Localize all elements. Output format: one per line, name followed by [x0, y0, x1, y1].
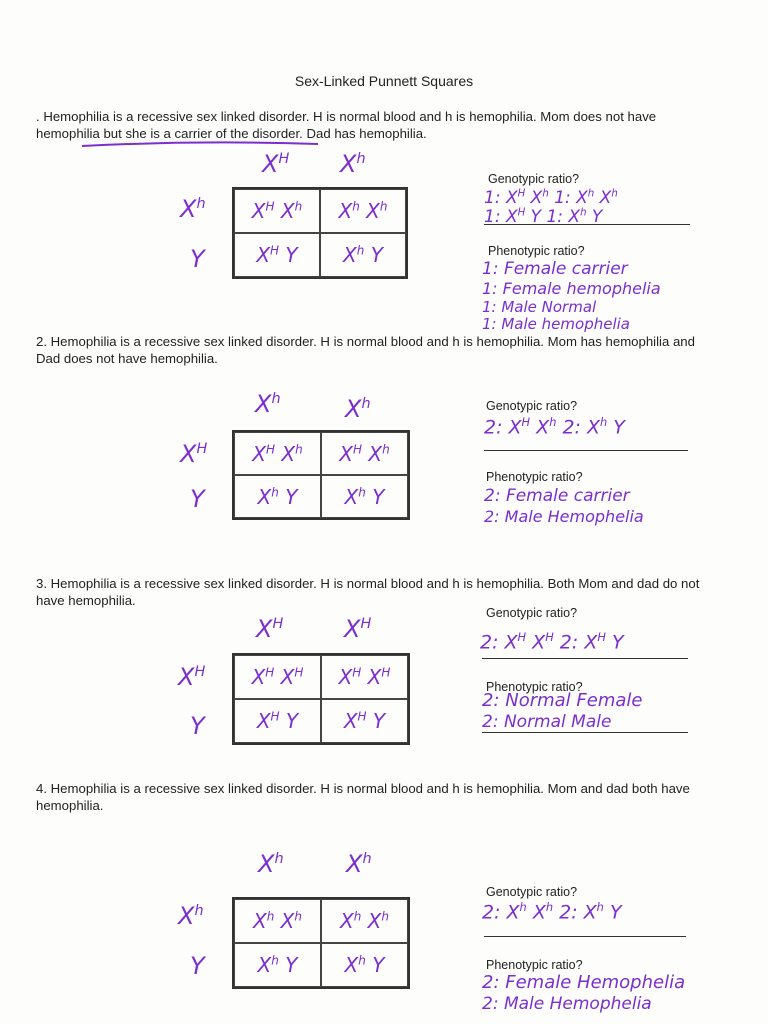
phenotypic-answer: 2: Normal Female — [482, 690, 643, 711]
phenotypic-label: Phenotypic ratio? — [488, 244, 585, 258]
row-header: Y — [190, 712, 205, 740]
answer-line — [484, 450, 688, 451]
answer-line — [482, 658, 688, 659]
genotypic-answer: 2: $X^H$ $X^h$ 2: $X^h$ Y — [484, 415, 625, 439]
phenotypic-label: Phenotypic ratio? — [486, 680, 583, 694]
page-title: Sex-Linked Punnett Squares — [294, 73, 474, 89]
problem-1-text: . Hemophilia is a recessive sex linked disorder. H is normal blood and h is hemophilia. Mom does not have hemophilia but she is a carrier of the disorder. Dad has hemophilia. — [36, 109, 657, 141]
row-header: $X^H$ — [178, 663, 206, 691]
punnett-cell: $X^H$ $X^h$ — [339, 441, 390, 466]
punnett-cell: $X^h$ Y — [344, 484, 385, 509]
col-header: $X^h$ — [346, 850, 372, 878]
col-header: $X^h$ — [258, 850, 284, 878]
answer-line — [484, 224, 690, 225]
col-header: $X^h$ — [340, 150, 366, 178]
punnett-cell: $X^h$ $X^h$ — [338, 199, 388, 223]
phenotypic-answer: 2: Female Hemophelia — [482, 972, 686, 993]
punnett-cell: $X^h$ Y — [344, 953, 385, 977]
problem-4-text: 4. Hemophilia is a recessive sex linked disorder. H is normal blood and h is hemophilia. Mom and dad both have hemophilia. — [36, 781, 690, 813]
punnett-cell: $X^h$ Y — [343, 243, 383, 267]
genotypic-answer: 1: $X^H$ $X^h$ 1: $X^h$ $X^h$ — [484, 188, 618, 208]
punnett-cell: $X^H$ $X^h$ — [251, 199, 303, 223]
col-header: $X^H$ — [256, 615, 284, 643]
punnett-square — [232, 430, 410, 520]
punnett-cell: $X^H$ $X^H$ — [338, 665, 391, 689]
row-header: $X^h$ — [180, 195, 206, 223]
punnett-cell: $X^H$ $X^h$ — [252, 441, 303, 466]
row-header: Y — [190, 485, 205, 513]
row-header: Y — [190, 245, 205, 273]
answer-line — [482, 732, 688, 733]
genotypic-label: Genotypic ratio? — [486, 885, 578, 899]
genotypic-answer: 2: $X^H$ $X^H$ 2: $X^H$ Y — [480, 630, 624, 654]
problem-2-text: 2. Hemophilia is a recessive sex linked disorder. H is normal blood and h is hemophilia. Mom has hemophilia and Dad does not have hemophilia. — [36, 334, 695, 366]
phenotypic-label: Phenotypic ratio? — [486, 958, 583, 972]
col-header: $X^H$ — [344, 615, 372, 643]
punnett-cell: $X^h$ $X^h$ — [340, 909, 389, 933]
col-header: $X^h$ — [255, 390, 281, 418]
row-header: $X^h$ — [178, 902, 204, 930]
col-header: $X^H$ — [262, 150, 290, 178]
col-header: $X^h$ — [345, 395, 371, 423]
problem-3-text: 3. Hemophilia is a recessive sex linked disorder. H is normal blood and h is hemophilia. Both Mom and dad do not have hemophilia. — [36, 576, 700, 608]
punnett-cell: $X^H$ $X^H$ — [251, 665, 304, 689]
genotypic-answer: 2: $X^h$ $X^h$ 2: $X^h$ Y — [482, 900, 622, 924]
punnett-square — [232, 897, 410, 989]
genotypic-label: Genotypic ratio? — [486, 606, 578, 620]
phenotypic-answer: 1: Male Normal — [482, 298, 597, 316]
phenotypic-answer: 1: Male hemophelia — [482, 315, 630, 333]
punnett-cell: $X^H$ Y — [256, 709, 299, 733]
punnett-square — [232, 653, 410, 745]
genotypic-label: Genotypic ratio? — [488, 172, 580, 186]
punnett-cell: $X^h$ Y — [257, 953, 298, 977]
answer-line — [484, 936, 686, 937]
punnett-cell: $X^h$ $X^h$ — [253, 909, 302, 933]
phenotypic-answer: 1: Female carrier — [482, 259, 628, 279]
phenotypic-answer: 1: Female hemophelia — [482, 279, 661, 298]
row-header: Y — [190, 952, 205, 980]
phenotypic-label: Phenotypic ratio? — [486, 470, 583, 484]
punnett-square — [232, 187, 408, 279]
underline-mark — [80, 138, 320, 150]
punnett-cell: $X^H$ Y — [256, 243, 298, 267]
punnett-cell: $X^h$ Y — [257, 484, 298, 509]
phenotypic-answer: 2: Male Hemophelia — [482, 994, 652, 1014]
genotypic-answer: 1: $X^H$ Y 1: $X^h$ Y — [484, 207, 603, 227]
genotypic-label: Genotypic ratio? — [486, 399, 578, 413]
phenotypic-answer: 2: Female carrier — [484, 486, 630, 506]
phenotypic-answer: 2: Normal Male — [482, 712, 612, 732]
phenotypic-answer: 2: Male Hemophelia — [484, 507, 644, 526]
punnett-cell: $X^H$ Y — [343, 709, 386, 733]
row-header: $X^H$ — [180, 440, 208, 468]
